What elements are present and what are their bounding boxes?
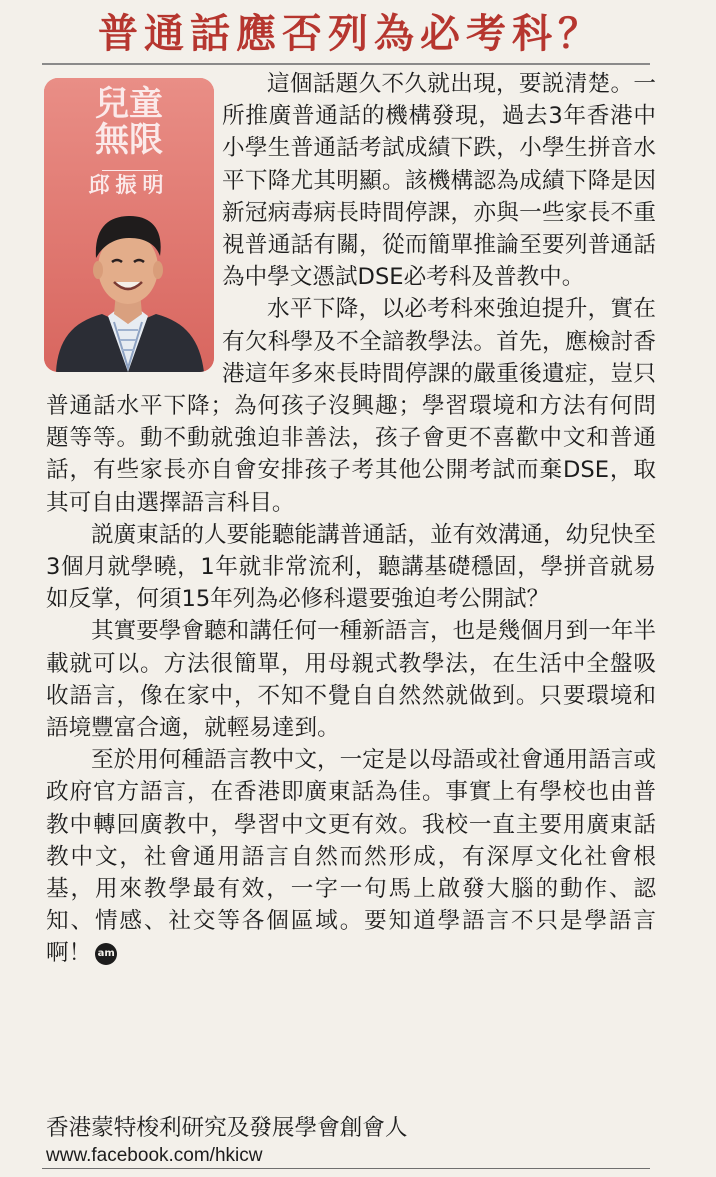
paragraph: 水平下降，以必考科來強迫提升，實在有欠科學及不全諳教學法。首先，應檢討香港這年多來長時間停課的嚴重後遺症，豈只普通話水平下降；為何孩子沒興趣；學習環境和方法有何問題等等。動不動就強迫非善法，孩子會更不喜歡中文和普通話，有些家長亦自會安排孩子考其他公開考試而棄DSE，取其可自由選擇語言科目。 (46, 296, 656, 516)
headline-rule (42, 63, 650, 65)
facebook-link[interactable]: www.facebook.com/hkicw (46, 1145, 263, 1166)
author-name: 邱振明 (88, 173, 170, 197)
paragraph: 這個話題久不久就出現，要説清楚。一所推廣普通話的機構發現，過去3年香港中小學生普通話考試成績下跌，小學生拼音水平下降尤其明顯。該機構認為成績下降是因新冠病毒病長時間停課，亦與一些家長不重視普通話有關，從而簡單推論至要列普通話為中學文憑試DSE必考科及普教中。 (222, 71, 656, 291)
headline: 普通話應否列為必考科？ (98, 11, 604, 57)
paragraph-last (46, 744, 656, 969)
end-mark-icon: am (95, 943, 117, 965)
column-name: 兒童 無限 (95, 84, 163, 160)
paragraph-text: 至於用何種語言教中文，一定是以母語或社會通用語言或政府官方語言，在香港即廣東話為佳。事實上有學校也由普教中轉回廣教中，學習中文更有效。我校一直主要用廣東話教中文，社會通用語言自然而然形成，有深厚文化社會根基，用來教學最有效，一字一句馬上啟發大腦的動作、認知、情感、社交等各個區域。要知道學語言不只是學語言啊！ (46, 747, 656, 967)
paragraph: 説廣東話的人要能聽能講普通話，並有效溝通，幼兒快至3個月就學曉，1年就非常流利，聽講基礎穩固，學拼音就易如反掌，何須15年列為必修科還要強迫考公開試？ (46, 521, 656, 613)
article-body (46, 68, 656, 970)
badge-spacer (46, 68, 222, 374)
bottom-rule (42, 1168, 650, 1169)
paragraph: 其實要學會聽和講任何一種新語言，也是幾個月到一年半載就可以。方法很簡單，用母親式教學法，在生活中全盤吸收語言，像在家中，不知不覺自自然然就做到。只要環境和語境豐富合適，就輕易達到。 (46, 618, 656, 742)
author-title: 香港蒙特梭利研究及發展學會創會人 (46, 1115, 408, 1141)
